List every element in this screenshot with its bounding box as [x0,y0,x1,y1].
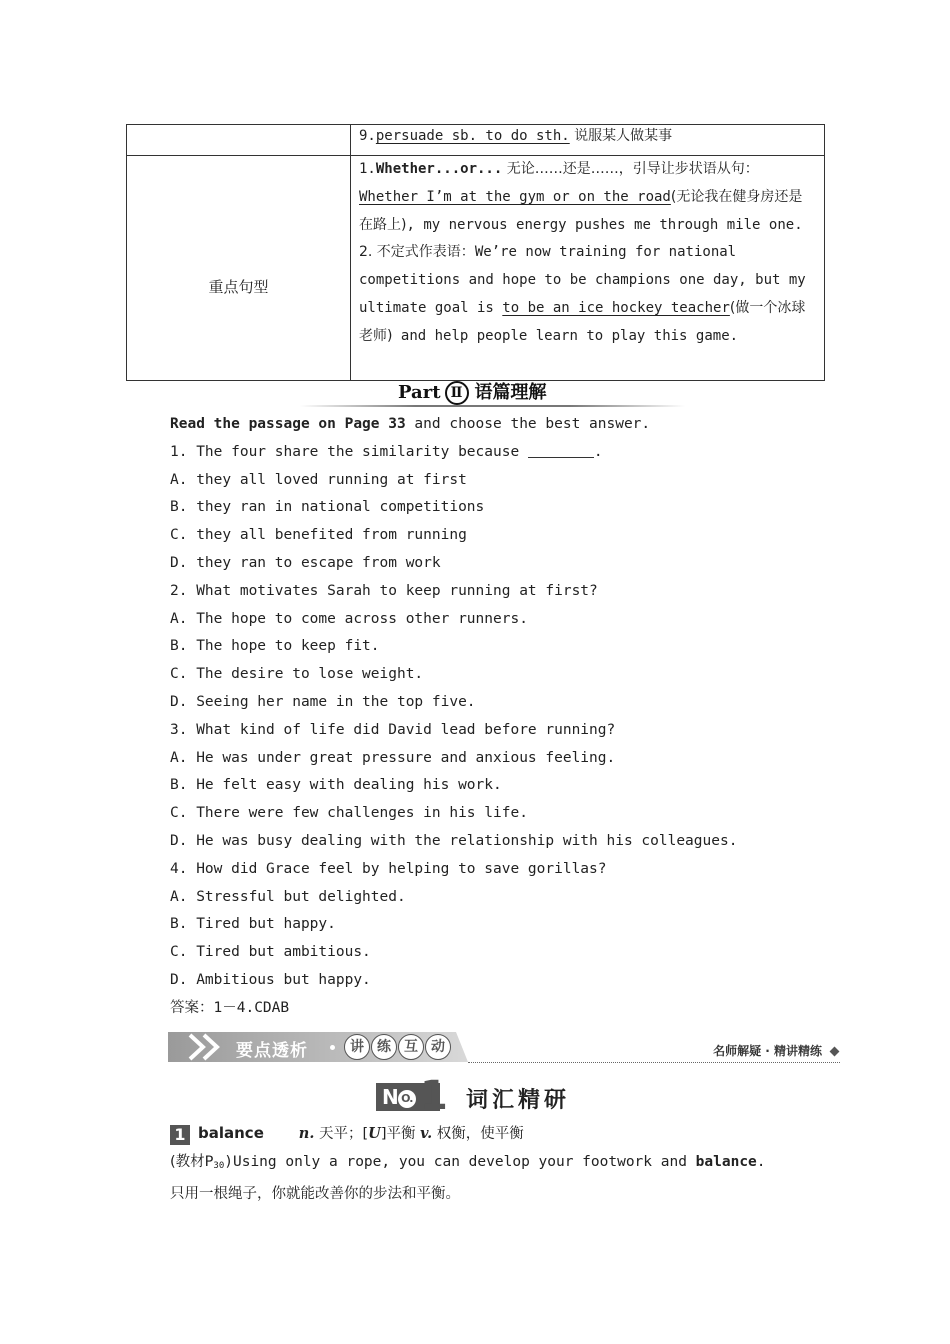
part-of-speech: v. [420,1125,433,1142]
option-line: B. He felt easy with dealing his work. [170,777,502,794]
question-line: 2. What motivates Sarah to keep running at first? [170,582,598,599]
section-title: 要点透析 [236,1041,308,1061]
source-ref: (教材P [170,1153,214,1170]
option-line: D. they ran to escape from work [170,554,441,571]
answer-blank [528,443,594,458]
example-text: Using only a rope, you can develop your footwork and [232,1153,696,1170]
option-line: A. they all loved running at first [170,471,467,488]
table-row [127,156,824,380]
uncountable-mark: U [368,1125,381,1142]
part-heading [398,378,547,405]
example-translation: 只用一根绳子，你就能改善你的步法和平衡。 [170,1185,460,1202]
definition: 天平；[ [314,1126,369,1142]
example-rest: , my nervous energy pushes me through mile one. [406,216,803,233]
answer-value: 1－4.CDAB [213,999,290,1016]
section-dotted-line [468,1061,840,1063]
option-line: D. He was busy dealing with the relationship with his colleagues. [170,832,738,849]
answer-key [170,995,870,1023]
option-line: A. The hope to come across other runners. [170,610,528,627]
example-end: . [756,1153,766,1170]
option-line: C. The desire to lose weight. [170,666,424,683]
chevron-right-icon [200,1032,222,1062]
option-line: B. they ran in national competitions [170,499,485,516]
section-header [168,1030,840,1064]
vocab-headword-line [170,1120,870,1149]
example-underlined: to be an ice hockey teacher [502,299,730,316]
table-cell-label [127,156,351,380]
question-lines [170,467,870,995]
no-number: 1 [420,1073,448,1119]
row-label: 重点句型 [208,278,269,296]
badge: 互 [398,1034,424,1060]
sentence-pattern-1 [359,156,816,239]
item-number: 9. [359,128,376,144]
example-keyword: balance [695,1153,757,1170]
separator-dot [330,1045,335,1050]
badge: 练 [371,1034,397,1060]
reading-questions [170,411,870,1023]
definition: ]平衡 [380,1126,421,1142]
sentence-table [126,124,825,381]
definition: 权衡，使平衡 [432,1126,524,1142]
question-text: 1. The four share the similarity because [170,443,528,460]
no-letter: N [382,1085,398,1109]
table-cell-empty [127,125,351,155]
option-line: B. The hope to keep fit. [170,638,380,655]
option-line: A. Stressful but delighted. [170,888,406,905]
table-row [127,125,824,156]
banner-underline [300,405,685,407]
badge: 讲 [344,1034,370,1060]
section-tagline: 名师解疑 · 精讲精练 [713,1044,822,1058]
item-number: 1. [359,161,376,177]
option-line: C. they all benefited from running [170,527,467,544]
source-page: 30 [213,1160,225,1171]
part-title: 语篇理解 [474,382,547,403]
vocab-example [170,1149,870,1181]
instruction-rest: and choose the best answer. [405,416,651,432]
instruction-bold: Read the passage on Page 33 [170,416,406,432]
example-text: We’re now training for national competitions and hope to be champions one day, but my ultimate goal is [359,244,806,316]
table-cell-phrase [359,123,816,151]
instruction [170,411,870,439]
sentence-pattern-2 [359,239,816,350]
no-o: O. [398,1090,416,1108]
option-line: D. Ambitious but happy. [170,971,371,988]
pattern-desc: 无论……还是……，引导让步状语从句： [502,161,759,177]
question-1 [170,439,870,467]
option-line: D. Seeing her name in the top five. [170,693,476,710]
question-end: . [593,443,603,460]
vocab-word: balance [198,1124,264,1142]
option-line: A. He was under great pressure and anxious feeling. [170,749,616,766]
option-line: C. There were few challenges in his life. [170,805,528,822]
part-roman-numeral: Ⅱ [445,381,469,405]
badge: 动 [425,1034,451,1060]
part-banner [300,376,685,410]
part-label: Part [398,382,441,403]
part-of-speech: n. [298,1125,315,1142]
source-end: ) [224,1153,233,1170]
vocab-entry [170,1120,870,1208]
subsection-title: 词汇精研 [466,1088,571,1113]
example-translation: (无论我在健身房还是在路上) [359,188,803,233]
phrase-meaning: 说服某人做某事 [569,128,673,144]
phrase-underlined: persuade sb. to do sth. [375,128,570,144]
example-translation: (做一个冰球老师) [359,299,806,344]
section-badges [344,1034,452,1060]
option-line: C. Tired but ambitious. [170,944,371,961]
question-line: 3. What kind of life did David lead before running? [170,721,616,738]
question-line: 4. How did Grace feel by helping to save gorillas? [170,860,607,877]
pattern-bold: Whether...or... [375,161,503,177]
vocab-number: 1 [170,1125,190,1145]
answer-label: 答案： [170,999,214,1016]
pattern-desc: 2. 不定式作表语： [359,244,475,261]
example-rest: and help people learn to play this game. [392,327,739,344]
option-line: B. Tired but happy. [170,916,336,933]
table-cell-sentences [359,156,816,351]
example-underlined: Whether I’m at the gym or on the road [359,188,671,205]
diamond-icon [830,1047,840,1057]
